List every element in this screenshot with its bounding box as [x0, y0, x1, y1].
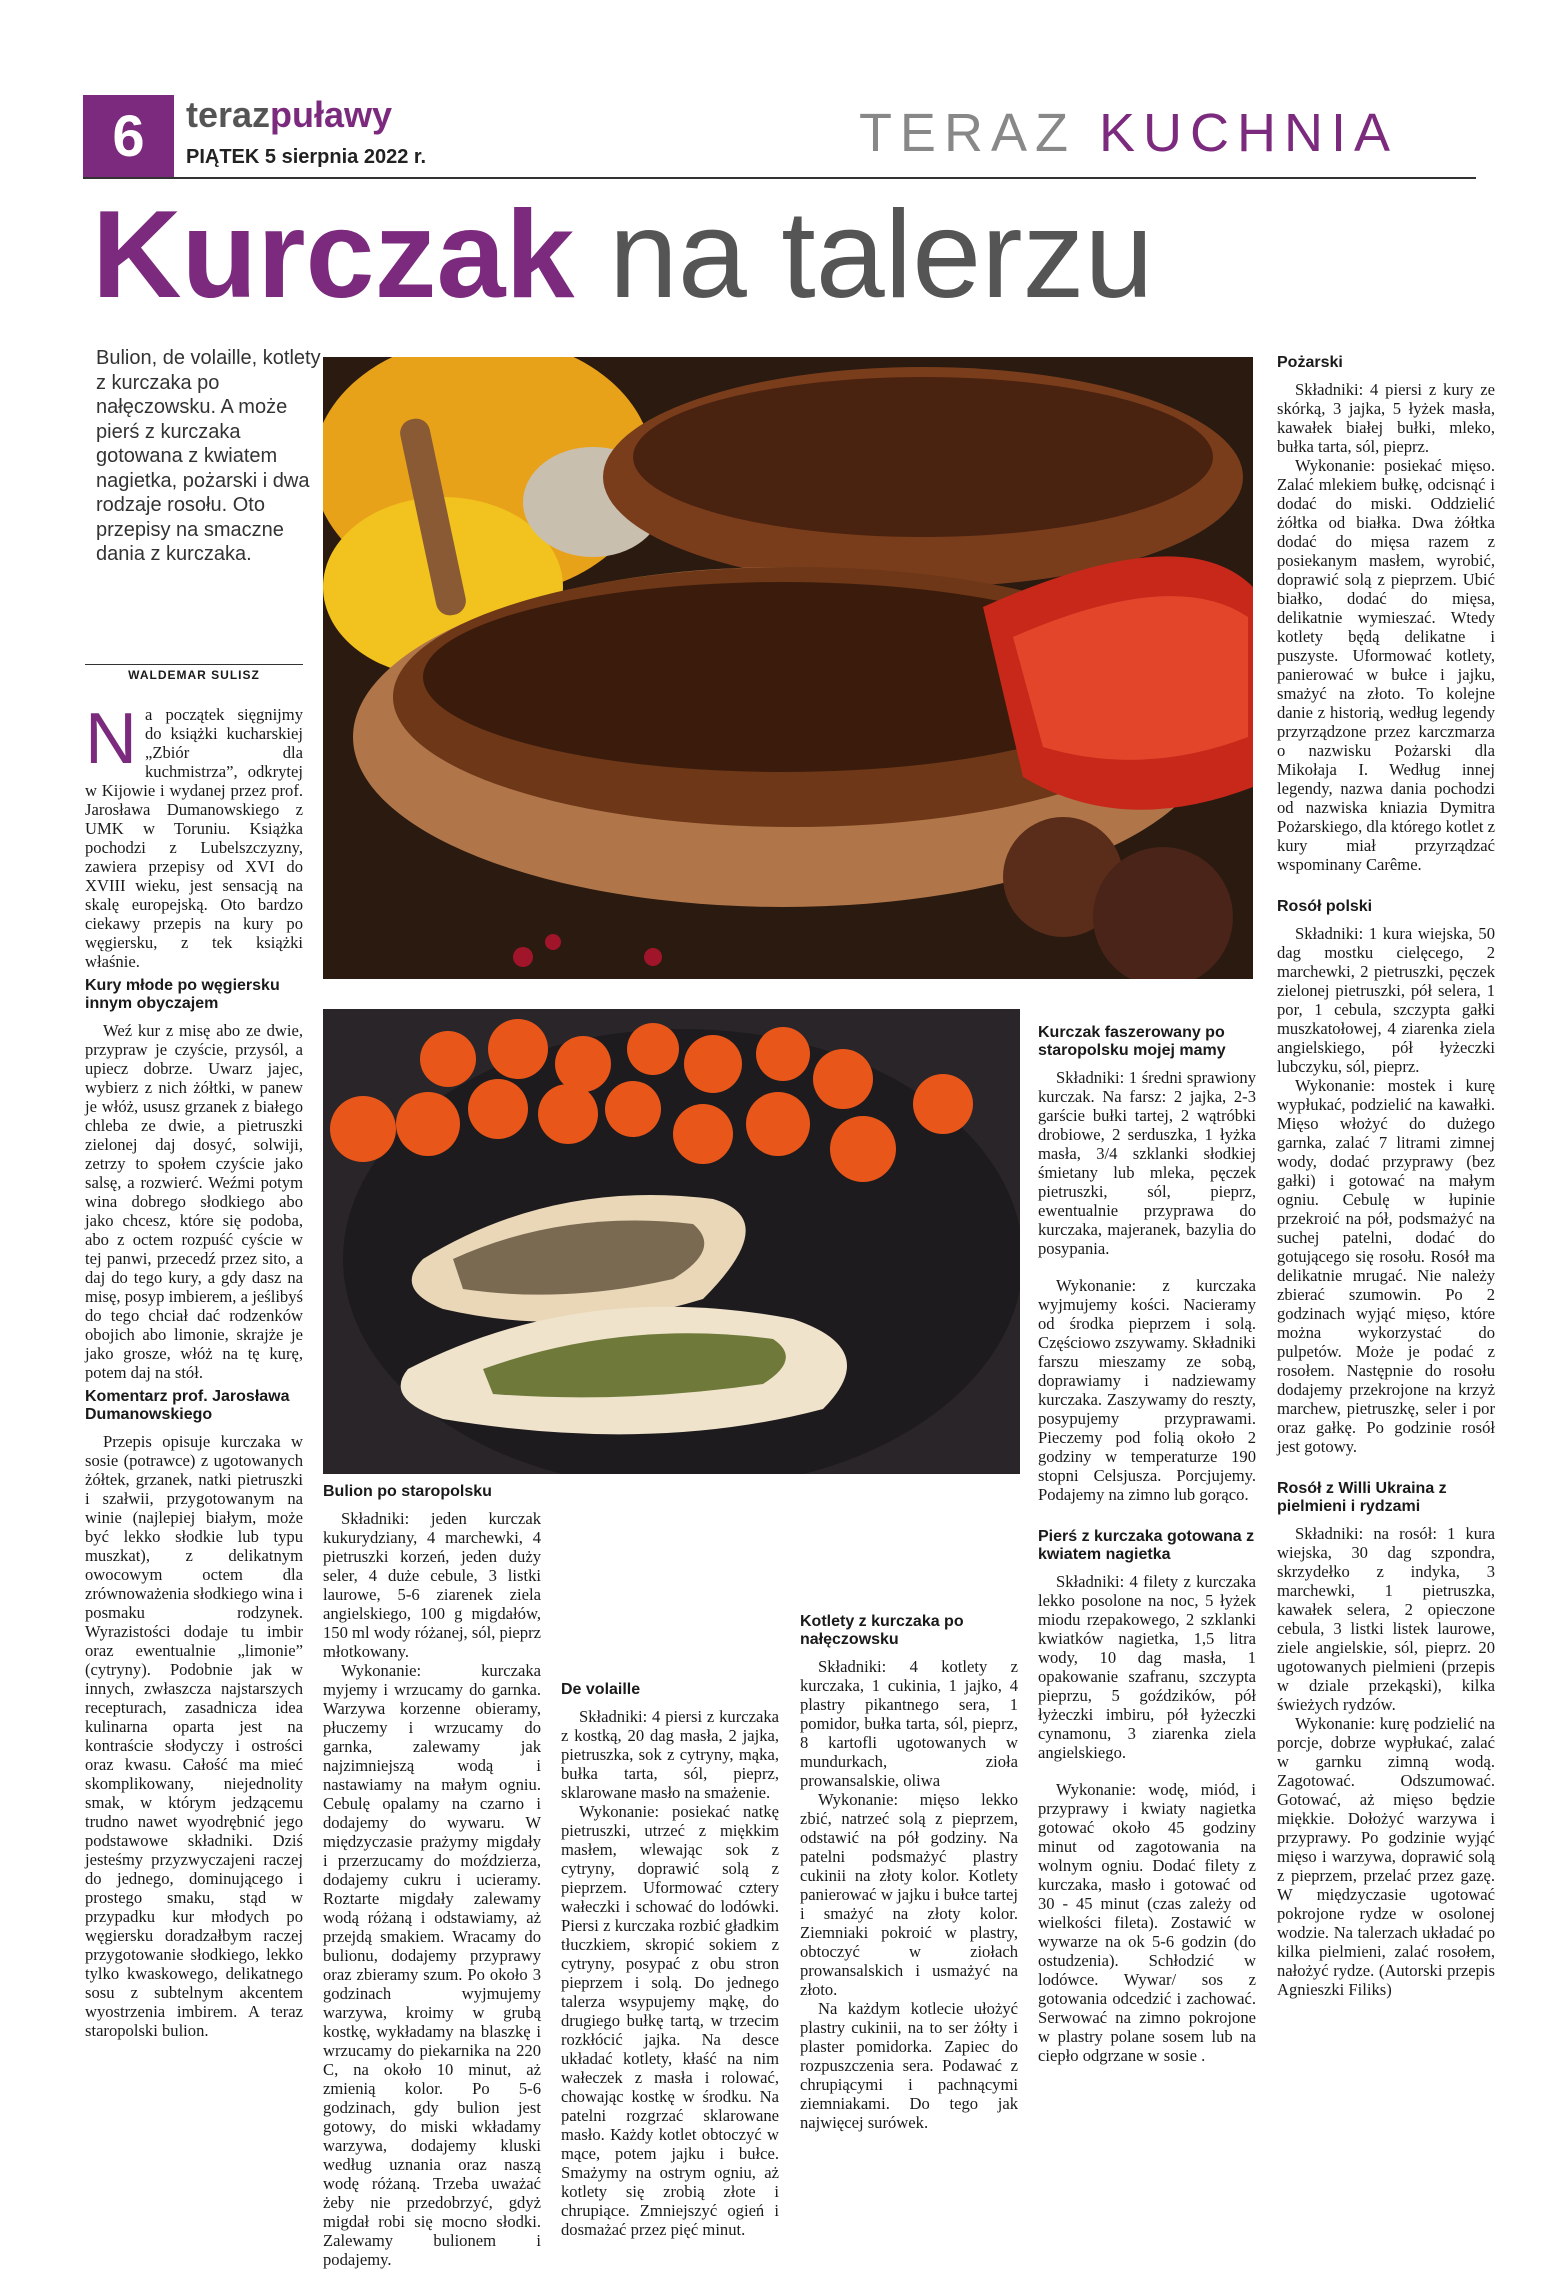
column-3-flow-spacer — [561, 1477, 779, 1675]
recipe-title-kury: Kury młode po węgiersku innym obyczajem — [85, 977, 280, 1012]
byline: WALDEMAR SULISZ — [128, 668, 260, 682]
newspaper-logo[interactable] — [186, 94, 393, 135]
recipe-method-devolaille: Wykonanie: posiekać natkę pietruszki, utrzeć z miękkim masłem, wlewając sok z cytryny, doprawić solą z pieprzem. Uformować cztery wałeczki i schować do lodówki. Piersi z kurczaka rozbić gładkim tłuczkiem, skropić sokiem z cytryny, posypać z obu stron pieprzem i solą. Do jednego talerza wsypujemy mąkę, do drugiego bułkę tartą, w trzecim rozkłócić jajka. Na desce układać kotlety, kłaść na nim wałeczek z masła i rolować, chowając kostkę w środku. Na patelni rozgrzać sklarowane masło. Każdy kotlet obtoczyć w mące, potem jajku i bułce. Smażymy na ostrym ogniu, aż kotlety się zrobią złote i chrupiące. Zmniejszyć ogień i dosmażać przez pięć minut. — [561, 1802, 779, 2239]
chicken-breast-with-cherry-tomatoes-photo — [323, 1009, 1020, 1474]
headline-light: na talerzu — [574, 186, 1154, 324]
column-4-flow-spacer — [800, 1477, 1018, 1607]
paragraph-gap — [1277, 1456, 1495, 1474]
recipe-title-faszerowany: Kurczak faszerowany po staropolsku mojej mamy — [1038, 1024, 1226, 1059]
section-title — [858, 103, 1398, 163]
recipe-text-kury: Weź kur z misę abo ze dwie, przypraw je czyście, przysól, a upiecz dobrze. Uwarz jajec, wybierz z nich żółtki, w panew je włóż, ususz grzanek z białego chleba ze dwie, a pietruszki zielonej daj dosyć, solwiji, zetrzy to społem czyście jako salsę, a rozwierć. Weźmi potym wina dobrego słodkiego abo jako chcesz, które się podoba, abo z octem rozpuść cyście w tej panwi, przecedź przez sito, a daj do tego kury, a gdy dasz na misę, posyp imbierem, a jeślibyś do tego chciał dać rodzenków obojich abo limonie, skrajże je jako grosze, włóż na tę kurę, potem daj na stół. — [85, 1021, 303, 1382]
recipe-title-kotlety: Kotlety z kurczaka po nałęczowsku — [800, 1613, 964, 1648]
article-headline — [92, 186, 1154, 324]
section-title-teraz: TERAZ — [858, 103, 1076, 163]
article-column-2 — [323, 1477, 541, 2269]
recipe-title-pozarski: Pożarski — [1277, 354, 1343, 371]
recipe-method-faszerowany: Wykonanie: z kurczaka wyjmujemy kości. Nacieramy od środka pieprzem i solą. Częściowo zszywamy. Składniki farszu mieszamy ze sobą, doprawiamy i nadziewamy kurczaka. Zaszywamy do reszty, posypujemy przyprawami. Pieczemy pod folią około 2 godziny w temperaturze 190 stopni Celsjusza. Porcjujemy. Podajemy na zimno lub gorąco. — [1038, 1276, 1256, 1504]
article-column-1 — [85, 699, 303, 2040]
recipe-ingredients-piers: Składniki: 4 filety z kurczaka lekko posolone na noc, 5 łyżek miodu rzepakowego, 2 szklanki kwiatków nagietka, 1,5 litra wody, 10 dag masła, 1 opakowanie szafranu, szczypta pieprzu, 5 goździków, pół łyżeczki imbiru, pół łyżeczki cynamonu, 3 ziarenka ziela angielskiego. — [1038, 1572, 1256, 1762]
logo-part-pulawy: puławy — [270, 94, 393, 135]
recipe-method-kotlety: Wykonanie: mięso lekko zbić, natrzeć solą z pieprzem, odstawić na pół godziny. Na patelni podsmażyć plastry cukinii na złoty kolor. Kotlety panierować w jajku i bułce tartej i smażyć na złoty kolor. Ziemniaki pokroić w plastry, obtoczyć w ziołach prowansalskich i usmażyć na złoto. — [800, 1790, 1018, 1999]
recipe-ingredients-faszerowany: Składniki: 1 średni sprawiony kurczak. Na farsz: 2 jajka, 2-3 garście bułki tartej, 2 wątróbki drobiowe, 2 serduszka, 1 łyżka masła, 3/4 szklanki słodkiej śmietany lub mleka, pęczek pietruszki, sól, pieprz, ewentualnie przyprawa do kurczaka, majeranek, bazylia do posypania. — [1038, 1068, 1256, 1258]
paragraph-gap — [1038, 1762, 1256, 1780]
recipe-ingredients-kotlety: Składniki: 4 kotlety z kurczaka, 1 cukinia, 1 jajko, 4 plastry pikantnego sera, 1 pomidor, bułka tarta, sól, pieprz, 8 kartofli ugotowanych w mundurkach, zioła prowansalskie, oliwa — [800, 1657, 1018, 1790]
grilled-chicken-with-peppers-photo — [323, 357, 1253, 979]
recipe-title-bulion: Bulion po staropolsku — [323, 1483, 492, 1500]
chicken-breast-illustration — [323, 1009, 1020, 1474]
recipe-serving-kotlety: Na każdym kotlecie ułożyć plastry cukinii, na to ser żółty i plaster pomidorka. Zapiec do rozpuszczenia sera. Podawać z chrupiącymi i pachnącymi ziemniakami. Do tego jak najwięcej surówek. — [800, 1999, 1018, 2132]
article-column-6 — [1277, 348, 1495, 1999]
article-column-4 — [800, 1477, 1018, 2132]
recipe-title-devolaille: De volaille — [561, 1681, 641, 1698]
issue-date: PIĄTEK 5 sierpnia 2022 r. — [186, 146, 427, 168]
section-title-kuchnia: KUCHNIA — [1098, 103, 1398, 163]
article-column-5 — [1038, 1018, 1256, 2065]
recipe-ingredients-willi: Składniki: na rosół: 1 kura wiejska, 30 dag szpondra, skrzydełko z indyka, 3 marchewki, 1 pietruszka, kawałek selera, 2 opieczone cebula, 3 listki listek laurowe, ziele angielskie, sól, pieprz. 20 ugotowanych pielmieni (przepis w dziale przekąski), kilka świeżych rydzów. — [1277, 1524, 1495, 1714]
recipe-title-willi: Rosół z Willi Ukraina z pielmieni i rydzami — [1277, 1480, 1447, 1515]
drop-cap: N — [85, 699, 137, 779]
logo-part-teraz: teraz — [186, 94, 271, 135]
komentarz-text: Przepis opisuje kurczaka w sosie (potrawce) z ugotowanych żółtek, grzanek, natki pietruszki i szałwii, przygotowanym na winie (najlepiej białym, może być lekko słodkie lub typu muszkat), z delikatnym owocowym octem dla zrównoważenia słodkiego wina i posmaku rodzynek. Wyrazistości dodaje tu imbir oraz ewentualnie „limonie” (cytryny). Podobnie jak w innych, zwłaszcza najstarszych recepturach, zasadnicza idea kulinarna oparta jest na kontraście słodyczy i ostrości oraz kwasu. Całość ma mieć skomplikowany, niejednolity smak, w którym jedzącemu trudno nawet wyodrębnić jego podstawowe składniki. Dziś jesteśmy przyzwyczajeni raczej do jednego, dominującego i prostego smaku, stąd w przypadku kur młodych po węgiersku doradzałbym raczej przygotowanie słodkiego, lekko tylko kwaskowego, delikatnego sosu z subtelnym akcentem wyostrzenia imbirem. A teraz staropolski bulion. — [85, 1432, 303, 2040]
recipe-title-rosol: Rosół polski — [1277, 898, 1373, 915]
header-divider — [83, 177, 1476, 179]
headline-bold: Kurczak — [92, 186, 575, 324]
recipe-ingredients-devolaille: Składniki: 4 piersi z kurczaka z kostką, 20 dag masła, 2 jajka, pietruszka, sok z cytryny, mąka, bułka tarta, sól, pieprz, sklarowane masło na smażenie. — [561, 1707, 779, 1802]
paragraph-gap — [1277, 874, 1495, 892]
recipe-ingredients-rosol: Składniki: 1 kura wiejska, 50 dag mostku cielęcego, 2 marchewki, 2 pietruszki, pęczek zielonej pietruszki, pół selera, 1 por, 1 cebula, szczypta gałki muszkatołowej, 4 ziarenka ziela angielskiego, pół łyżeczki lubczyku, sól, pieprz. — [1277, 924, 1495, 1076]
recipe-title-piers: Pierś z kurczaka gotowana z kwiatem nagietka — [1038, 1528, 1255, 1563]
komentarz-title: Komentarz prof. Jarosława Dumanowskiego — [85, 1388, 290, 1423]
article-column-3 — [561, 1477, 779, 2239]
article-intro — [85, 699, 303, 971]
recipe-ingredients-pozarski: Składniki: 4 piersi z kury ze skórką, 3 jajka, 5 łyżek masła, kawałek białej bułki, mleko, bułka tarta, sól, pieprz. — [1277, 380, 1495, 456]
recipe-method-rosol: Wykonanie: mostek i kurę wypłukać, podzielić na kawałki. Mięso włożyć do dużego garnka, zalać 7 litrami zimnej wody, dodać przyprawy (bez gałki) i gotować na małym ogniu. Cebulę w łupinie przekroić na pół, podsmażyć na suchej patelni, dodać do gotującego się rosołu. Rosół ma delikatnie mrugać. Nie należy zbierać szumowin. Po 2 godzinach wyjąć mięso, które można wykorzystać do pulpetów. Może je podać z rosołem. Następnie do rosołu dodajemy przekrojone na krzyż marchew, pietruszkę, seler i por oraz gałkę. Po godzinie rosół jest gotowy. — [1277, 1076, 1495, 1456]
byline-divider — [85, 664, 303, 665]
recipe-method-willi: Wykonanie: kurę podzielić na porcje, dobrze wypłukać, zalać w garnku zimną wodą. Zagotować. Odszumować. Gotować, aż mięso będzie miękkie. Dołożyć warzywa i przyprawy. Po godzinie wyjąć mięso i warzywa, doprawić solą z pieprzem, przelać przez gazę. W międzyczasie ugotować pokrojone rydze w osolonej wodzie. Na talerzach układać po kilka pielmieni, zalać rosołem, nałożyć rydze. (Autorski przepis Agnieszki Filiks) — [1277, 1714, 1495, 1999]
recipe-method-bulion: Wykonanie: kurczaka myjemy i wrzucamy do garnka. Warzywa korzenne obieramy, płuczemy i wrzucamy do garnka, zalewamy jak najzimniejszą wodą i nastawiamy na małym ogniu. Cebulę opalamy na czarno i dodajemy do wywaru. W międzyczasie prażymy migdały i przerzucamy do moździerza, dodajemy cukru i ucieramy. Roztarte migdały zalewamy wodą różaną i odstawiamy, aż przejdą smakiem. Wracamy do bulionu, dodajemy przyprawy oraz zbieramy szum. Po około 3 godzinach wyjmujemy warzywa, kroimy w grubą kostkę, wykładamy na blaszkę i wrzucamy do piekarnika na 220 C, na około 10 minut, aż zmienią kolor. Po 5-6 godzinach, gdy bulion jest gotowy, do miski wkładamy warzywa, dodajemy kluski według uznania oraz naszą wodę różaną. Trzeba uważać żeby nie przedobrzyć, gdyż migdał robi się mocno słodki. Zalewamy bulionem i podajemy. — [323, 1661, 541, 2269]
recipe-method-pozarski: Wykonanie: posiekać mięso. Zalać mlekiem bułkę, odcisnąć i dodać do miski. Oddzielić żółtka od białka. Dwa żółtka dodać do mięsa razem z posiekanym masłem, wyrobić, doprawić solą z pieprzem. Ubić białko, dodać do mięsa, delikatnie wymieszać. Wtedy kotlety będą delikatne i puszyste. Uformować kotlety, panierować w bułce i jajku, smażyć na złoto. To kolejne danie z historią, według legendy przyrządzone przez karczmarza o nazwisku Pożarski dla Mikołaja I. Według innej legendy, nazwa dania pochodzi od nazwiska kniazia Dymitra Pożarskiego, dla którego kotlet z kury miał przyrządzać wspominany Carême. — [1277, 456, 1495, 874]
paragraph-gap — [1038, 1504, 1256, 1522]
grilled-chicken-illustration — [323, 357, 1253, 979]
recipe-method-piers: Wykonanie: wodę, miód, i przyprawy i kwiaty nagietka gotować około 45 godziny minut od zagotowania na wolnym ogniu. Dodać filety z kurczaka, masło i gotować od 30 - 45 minut (czas zależy od wielkości fileta). Zostawić w wywarze na ok 5-6 godzin (do ostudzenia). Schłodzić w lodówce. Wywar/ sos z gotowania odcedzić i zachować. Serwować na zimno pokrojone w plastry polane sosem lub na ciepło odgrzane w sosie . — [1038, 1780, 1256, 2065]
page-number: 6 — [83, 95, 174, 178]
recipe-ingredients-bulion: Składniki: jeden kurczak kukurydziany, 4 marchewki, 4 pietruszki korzeń, jeden duży seler, 4 duże cebule, 3 listki laurowe, 5-6 ziarenek ziela angielskiego, 100 g migdałów, 150 ml wody różanej, sól, pieprz młotkowany. — [323, 1509, 541, 1661]
article-lead: Bulion, de volaille, kotlety z kurczaka po nałęczowsku. A może pierś z kurczaka gotowana z kwiatem nagietka, pożarski i dwa rodzaje rosołu. Oto przepisy na smaczne dania z kurczaka. — [96, 347, 321, 565]
paragraph-gap — [1038, 1258, 1256, 1276]
intro-text: a początek sięgnijmy do książki kucharskiej „Zbiór dla kuchmistrza”, odkrytej w Kijowie i wydanej przez prof. Jarosława Dumanowskiego z UMK w Toruniu. Książka pochodzi z Lubelszczyzny, zawiera przepisy od XVI do XVIII wieku, jest sensacją na skalę europejską. Oto bardzo ciekawy przepis na kury po węgiersku, z tek książki właśnie. — [85, 705, 303, 971]
